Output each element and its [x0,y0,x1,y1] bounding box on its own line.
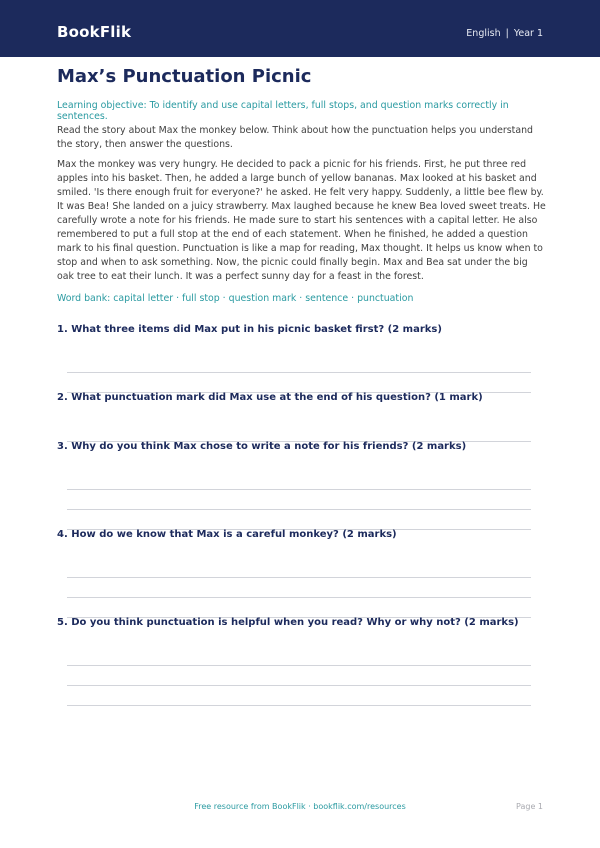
answer-line[interactable] [67,489,531,490]
subject-year-meta [466,28,543,39]
answer-line[interactable] [67,705,531,706]
answer-line[interactable] [67,685,531,686]
answer-line[interactable] [67,597,531,598]
answer-line[interactable] [67,509,531,510]
page-header [0,0,600,57]
worksheet-title: Max’s Punctuation Picnic [57,66,312,87]
meta-separator: | [505,28,509,39]
page-number: Page 1 [516,802,543,811]
question-5: 5. Do you think punctuation is helpful when you read? Why or why not? (2 marks) [57,617,519,628]
question-3: 3. Why do you think Max chose to write a note for his friends? (2 marks) [57,441,467,452]
subject-label: English [466,28,501,39]
answer-line[interactable] [67,577,531,578]
story-text: Max the monkey was very hungry. He decided to pack a picnic for his friends. First, he put three red apples into his basket. Then, he added a large bunch of yellow bananas. Max looked at his basket and smiled. 'Is there enough fruit for everyone?' he asked. He felt very happy. Suddenly, a little bee flew by. It was Bea! She landed on a juicy strawberry. Max laughed because he knew Bea loved sweet treats. He carefully wrote a note for his friends. He made sure to start his sentences with a capital letter. He also remembered to put a full stop at the end of each statement. When he finished, he added a question mark to his final question. Punctuation is like a map for reading, Max thought. It helps us know when to stop and when to ask something. Now, the picnic could finally begin. Max and Bea sat under the big oak tree to eat their lunch. It was a perfect sunny day for a feast in the forest. [57,159,546,282]
footer-resource-link[interactable]: Free resource from BookFlik · bookflik.com/resources [194,802,406,811]
instructions: Read the story about Max the monkey below. Think about how the punctuation helps you understand the story, then answer the questions. [57,125,533,150]
answer-line[interactable] [67,665,531,666]
learning-objective: Learning objective: To identify and use capital letters, full stops, and question marks correctly in sentences. [57,100,509,122]
word-bank: Word bank: capital letter · full stop · question mark · sentence · punctuation [57,293,414,304]
question-2: 2. What punctuation mark did Max use at the end of his question? (1 mark) [57,392,483,403]
year-label: Year 1 [513,28,543,39]
brand-logo[interactable]: BookFlik [57,23,132,41]
question-4: 4. How do we know that Max is a careful monkey? (2 marks) [57,529,397,540]
answer-line[interactable] [67,372,531,373]
question-1: 1. What three items did Max put in his picnic basket first? (2 marks) [57,324,442,335]
